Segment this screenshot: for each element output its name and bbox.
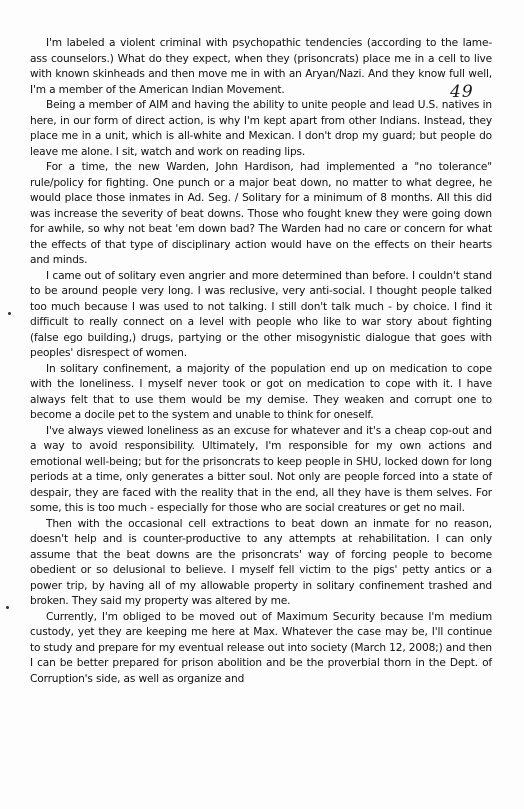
scan-speck	[6, 606, 9, 609]
paragraph-4: I came out of solitary even angrier and more determined than before. I couldn't stand to be around people very long. I was reclusive, very anti-social. I thought people talked too much because I was used to not talking. I still don't talk much - by choice. I find it difficult to really connect on a level with people who like to war story about fighting (false ego building,) drugs, partying or the other misogynistic dialogue that goes with peoples' disrespect of women.	[30, 269, 492, 359]
handwritten-page-number: 49	[450, 82, 474, 102]
scan-speck	[8, 312, 11, 315]
paragraph-3: For a time, the new Warden, John Hardison, had implemented a "no tolerance" rule/policy for fighting. One punch or a major beat down, no matter to what degree, he would place those inmates in Ad. Seg. / Solitary for a minimum of 8 months. All this did was increase the severity of beat downs. Those who fought knew they were going down for awhile, so why not beat 'em down bad? The Warden had no care or concern for what the effects of that type of disciplinary action would have on the effects on their hearts and minds.	[30, 161, 492, 266]
paragraph-5: In solitary confinement, a majority of the population end up on medication to cope with the loneliness. I myself never took or got on medication to cope with it. I have always felt that to use them would be my demise. They weaken and corrupt one to become a docile pet to the system and unable to think for oneself.	[30, 362, 492, 421]
body-text	[30, 36, 492, 687]
paragraph-6: I've always viewed loneliness as an excuse for whatever and it's a cheap cop-out and a way to avoid responsibility. Ultimately, I'm responsible for my own actions and emotional well-being; but for the prisoncrats to keep people in SHU, locked down for long periods at a time, only generates a bitter soul. Not only are people forced into a state of despair, they are faced with the reality that in the end, all they have is them selves. For some, this is too much - especially for those who are social creatures or get no mail.	[30, 424, 492, 514]
paragraph-8: Currently, I'm obliged to be moved out of Maximum Security because I'm medium custody, yet they are keeping me here at Max. Whatever the case may be, I'll continue to study and prepare for my eventual release out into society (March 12, 2008;) and then I can be better prepared for prison abolition and be the proverbial thorn in the Dept. of Corruption's side, as well as organize and	[30, 610, 492, 685]
paragraph-7: Then with the occasional cell extractions to beat down an inmate for no reason, doesn't help and is counter-productive to any attempts at rehabilitation. I can only assume that the beat downs are the prisoncrats' way of forcing people to become obedient or so delusional to believe. I myself fell victim to the pigs' petty antics or a power trip, by having all of my allowable property in solitary confinement trashed and broken. They said my property was altered by me.	[30, 517, 492, 607]
paragraph-1: I'm labeled a violent criminal with psychopathic tendencies (according to the lame-ass counselors.) What do they expect, when they (prisoncrats) place me in a cell to live with known skinheads and then move me in with an Aryan/Nazi. And they know full well, I'm a member of the American Indian Movement.	[30, 37, 492, 96]
paragraph-2: Being a member of AIM and having the ability to unite people and lead U.S. natives in here, in our form of direct action, is why I'm kept apart from other Indians. Instead, they place me in a unit, which is all-white and Mexican. I don't drop my guard; but people do leave me alone. I sit, watch and work on reading lips.	[30, 99, 492, 158]
